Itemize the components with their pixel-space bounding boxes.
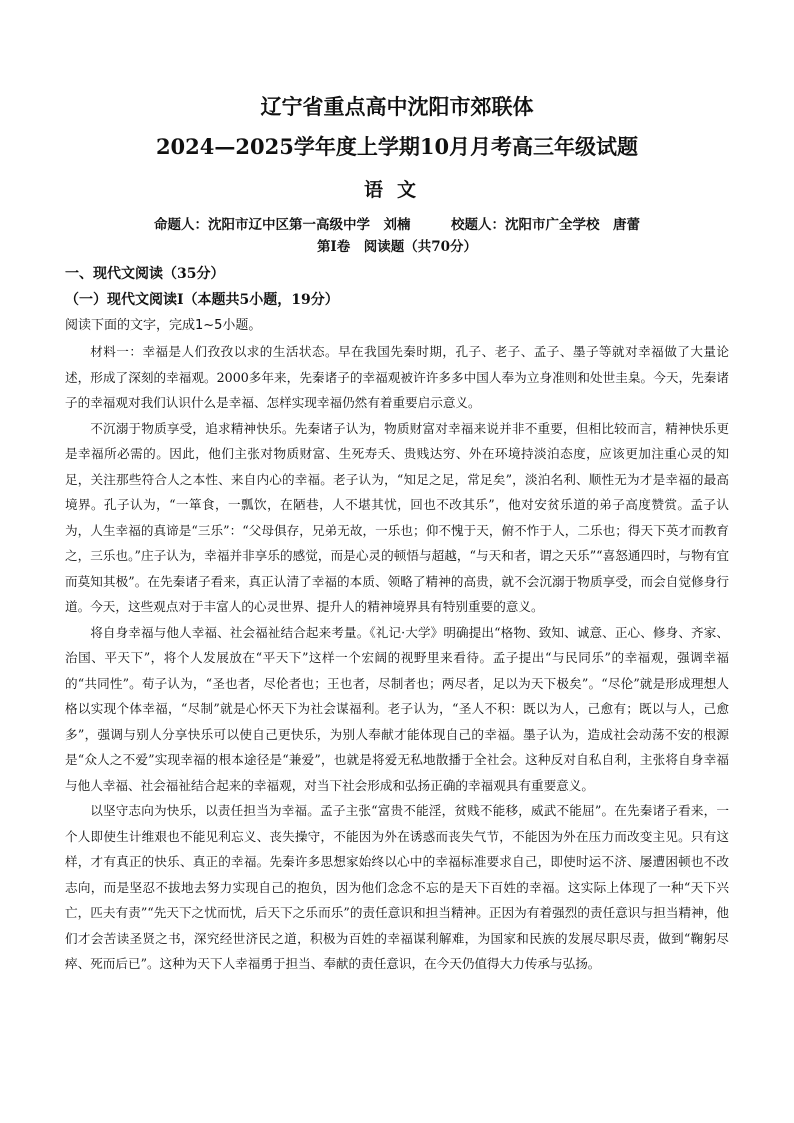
section-heading: 一、现代文阅读（35分）	[65, 266, 225, 282]
exam-title: 辽宁省重点高中沈阳市郊联体	[260, 94, 534, 119]
authors-line: 命题人：沈阳市辽中区第一高级中学 刘楠 校题人：沈阳市广全学校 唐蕾	[154, 217, 640, 233]
exam-subtitle: 2024—2025学年度上学期10月月考高三年级试题	[155, 134, 639, 159]
paragraph: 材料一：幸福是人们孜孜以求的生活状态。早在我国先秦时期，孔子、老子、孟子、墨子等就对幸福做了大量论述，形成了深刻的幸福观。2000多年来，先秦诸子的幸福观被许许多多中国人奉为立身准则和处世圭臬。今天，先秦诸子的幸福观对我们认识什么是幸福、怎样实现幸福仍然有着重要启示意义。	[65, 344, 729, 410]
subsection-heading: （一）现代文阅读Ⅰ（本题共5小题，19分）	[65, 292, 339, 308]
part-heading: 第Ⅰ卷 阅读题（共70分）	[316, 239, 478, 255]
subject-title: 语文	[363, 179, 430, 201]
reading-instruction: 阅读下面的文字，完成1~5小题。	[65, 318, 262, 333]
paragraph: 以坚守志向为快乐，以责任担当为幸福。孟子主张“富贵不能淫，贫贱不能移，威武不能屈”。在先秦诸子看来，一个人即使生计维艰也不能见利忘义、丧失操守，不能因为外在诱惑而丧失气节，不能因为外在压力而改变主见。只有这样，才有真正的快乐、真正的幸福。先秦许多思想家始终以心中的幸福标准要求自己，即使时运不济、屡遭困顿也不改志向，而是坚忍不拔地去努力实现自己的抱负，因为他们念念不忘的是天下百姓的幸福。这实际上体现了一种“天下兴亡，匹夫有责”“先天下之忧而忧，后天下之乐而乐”的责任意识和担当精神。正因为有着强烈的责任意识与担当精神，他们才会苦读圣贤之书，深究经世济民之道，积极为百姓的幸福谋利解难，为国家和民族的发展尽职尽责，做到“鞠躬尽瘁、死而后已”。这种为天下人幸福勇于担当、奉献的责任意识，在今天仍值得大力传承与弘扬。	[65, 803, 729, 971]
paragraph: 不沉溺于物质享受，追求精神快乐。先秦诸子认为，物质财富对幸福来说并非不重要，但相比较而言，精神快乐更是幸福所必需的。因此，他们主张对物质财富、生死寿夭、贵贱达穷、外在环境持淡泊态度，应该更加注重心灵的知足，关注那些符合人之本性、来自内心的幸福。老子认为，“知足之足，常足矣”，淡泊名利、顺性无为才是幸福的最高境界。孔子认为，“一箪食，一瓢饮，在陋巷，人不堪其忧，回也不改其乐”，他对安贫乐道的弟子高度赞赏。孟子认为，人生幸福的真谛是“三乐”：“父母俱存，兄弟无故，一乐也；仰不愧于天，俯不怍于人，二乐也；得天下英才而教育之，三乐也。”庄子认为，幸福并非享乐的感觉，而是心灵的顿悟与超越，“与天和者，谓之天乐”“喜怒通四时，与物有宜而莫知其极”。在先秦诸子看来，真正认清了幸福的本质、领略了精神的高贵，就不会沉溺于物质享受，而会自觉修身行道。今天，这些观点对于丰富人的心灵世界、提升人的精神境界具有特别重要的意义。	[65, 420, 729, 614]
passage-body	[65, 339, 729, 977]
paragraph: 将自身幸福与他人幸福、社会福祉结合起来考量。《礼记·大学》明确提出“格物、致知、诚意、正心、修身、齐家、治国、平天下”，将个人发展放在“平天下”这样一个宏阔的视野里来看待。孟子提出“与民同乐”的幸福观，强调幸福的“共同性”。荀子认为，“圣也者，尽伦者也；王也者，尽制者也；两尽者，足以为天下极矣”。“尽伦”就是形成理想人格以实现个体幸福，“尽制”就是心怀天下为社会谋福利。老子认为，“圣人不积：既以为人，己愈有；既以与人，己愈多”，强调与别人分享快乐可以使自己更快乐，为别人奉献才能体现自己的幸福。墨子认为，造成社会动荡不安的根源是“众人之不爱”实现幸福的根本途径是“兼爱”，也就是将爱无私地散播于全社会。这种反对自私自利，主张将自身幸福与他人幸福、社会福祉结合起来的幸福观，对当下社会形成和弘扬正确的幸福观具有重要意义。	[65, 624, 729, 793]
